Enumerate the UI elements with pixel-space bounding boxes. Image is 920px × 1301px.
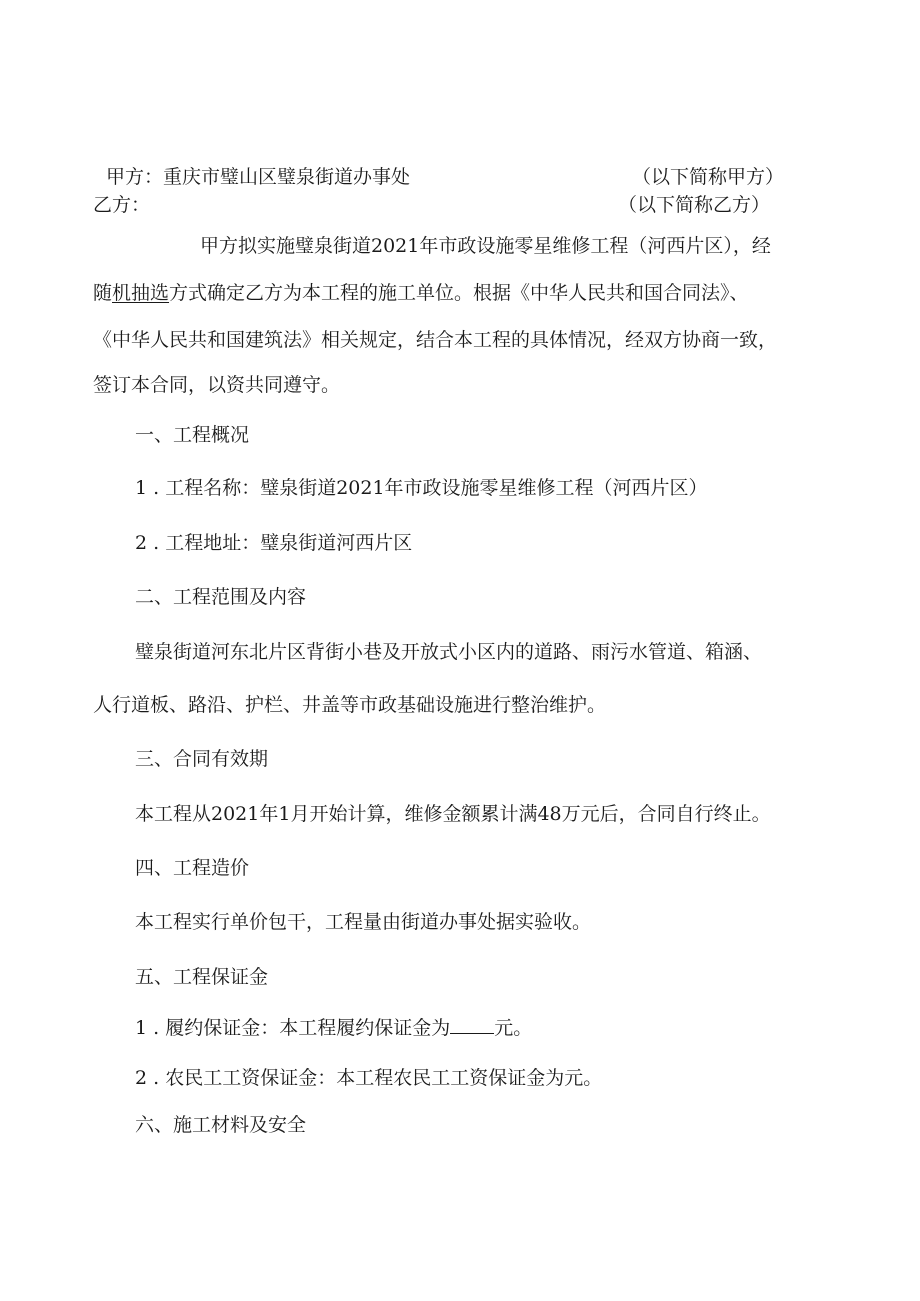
section-6-heading: 六、施工材料及安全 <box>135 1114 307 1136</box>
intro-line-2 <box>93 281 749 305</box>
project-address-item: 2 . 工程地址：璧泉街道河西片区 <box>135 532 413 554</box>
bond-amount-blank <box>450 1017 494 1034</box>
intro-line-4: 签订本合同，以资共同遵守。 <box>93 374 341 396</box>
price-text: 本工程实行单价包干，工程量由街道办事处据实验收。 <box>135 911 592 933</box>
party-a-line <box>106 165 410 189</box>
party-a-note: （以下简称甲方） <box>632 166 785 188</box>
performance-bond-item <box>135 1016 532 1040</box>
party-a-name: 重庆市璧山区璧泉街道办事处 <box>163 166 411 188</box>
section-5-heading: 五、工程保证金 <box>135 966 269 988</box>
performance-bond-suffix: 元。 <box>494 1017 533 1039</box>
validity-text: 本工程从2021年1月开始计算，维修金额累计满48万元后，合同自行终止。 <box>135 803 771 825</box>
party-b-note: （以下简称乙方） <box>618 194 771 216</box>
project-name-item: 1 . 工程名称：璧泉街道2021年市政设施零星维修工程（河西片区） <box>135 477 708 499</box>
section-2-heading: 二、工程范围及内容 <box>135 586 307 608</box>
intro-line-2-prefix: 随 <box>93 282 113 304</box>
scope-line-2: 人行道板、路沿、护栏、井盖等市政基础设施进行整治维护。 <box>93 694 607 716</box>
section-4-heading: 四、工程造价 <box>135 857 250 879</box>
section-3-heading: 三、合同有效期 <box>135 748 269 770</box>
party-a-label: 甲方： <box>106 166 164 188</box>
scope-line-1: 璧泉街道河东北片区背街小巷及开放式小区内的道路、雨污水管道、箱涵、 <box>135 641 763 663</box>
selection-method: 机抽选 <box>112 282 170 304</box>
party-b-label: 乙方： <box>93 194 151 216</box>
intro-line-2-suffix: 方式确定乙方为本工程的施工单位。根据《中华人民共和国合同法》、 <box>169 282 749 304</box>
section-1-heading: 一、工程概况 <box>135 424 250 446</box>
intro-line-3: 《中华人民共和国建筑法》相关规定，结合本工程的具体情况，经双方协商一致， <box>93 329 778 351</box>
performance-bond-text: 1 . 履约保证金：本工程履约保证金为 <box>135 1017 451 1039</box>
wage-bond-item: 2 . 农民工工资保证金：本工程农民工工资保证金为元。 <box>135 1067 603 1089</box>
intro-line-1: 甲方拟实施璧泉街道2021年市政设施零星维修工程（河西片区），经 <box>200 235 771 257</box>
